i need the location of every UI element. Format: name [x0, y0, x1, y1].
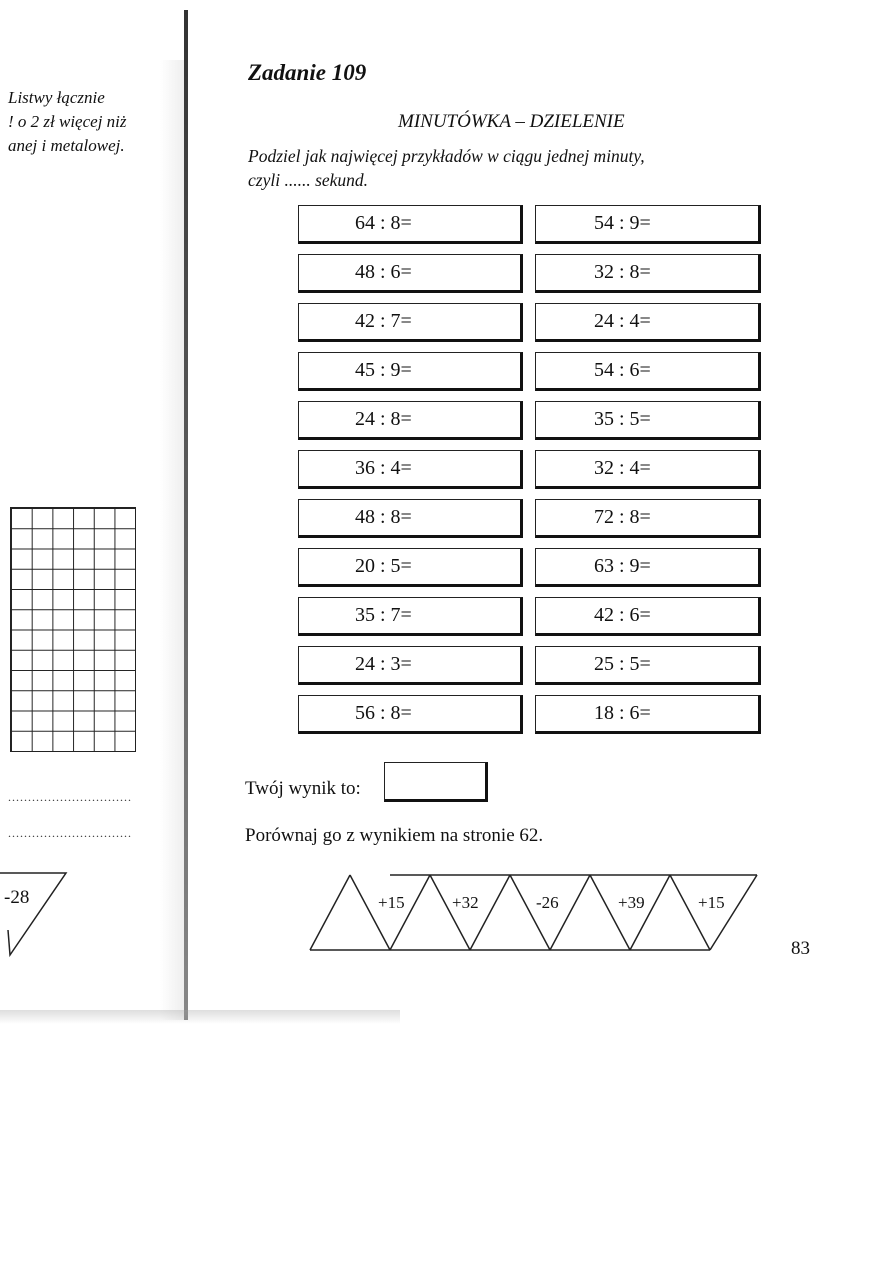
triangle-label-1: +15: [378, 893, 405, 912]
problem-box: [535, 695, 761, 734]
problem-text: 56 : 8=: [355, 702, 412, 724]
problem-text: 24 : 8=: [355, 408, 412, 430]
triangle-label-3: -26: [536, 893, 559, 912]
scan-shadow: [0, 1010, 400, 1024]
page-fold-line: [184, 10, 188, 1020]
problem-text: 54 : 6=: [594, 359, 651, 381]
problem-text: 42 : 7=: [355, 310, 412, 332]
problem-text: 35 : 5=: [594, 408, 651, 430]
problem-box: [298, 597, 523, 636]
problem-text: 32 : 4=: [594, 457, 651, 479]
problem-box: [298, 499, 523, 538]
triangle-label-5: +15: [698, 893, 725, 912]
problem-text: 36 : 4=: [355, 457, 412, 479]
problem-box: [535, 450, 761, 489]
problem-text: 24 : 4=: [594, 310, 651, 332]
problem-text: 25 : 5=: [594, 653, 651, 675]
problem-box: [535, 303, 761, 342]
problem-text: 24 : 3=: [355, 653, 412, 675]
margin-triangle-fragment: [0, 870, 80, 960]
problem-box: [535, 254, 761, 293]
triangle-label-2: +32: [452, 893, 479, 912]
margin-text-line-1: Listwy łącznie: [8, 88, 105, 107]
problem-text: 54 : 9=: [594, 212, 651, 234]
problem-box: [298, 254, 523, 293]
problem-box: [535, 205, 761, 244]
problem-text: 45 : 9=: [355, 359, 412, 381]
problem-box: [298, 450, 523, 489]
problem-box: [535, 548, 761, 587]
task-title: Zadanie 109: [248, 60, 367, 85]
result-label: Twój wynik to:: [245, 778, 361, 799]
problem-box: [535, 597, 761, 636]
problem-box: [535, 499, 761, 538]
page-number: 83: [791, 938, 810, 959]
problem-box: [535, 401, 761, 440]
triangle-label-4: +39: [618, 893, 645, 912]
problem-text: 64 : 8=: [355, 212, 412, 234]
worksheet-heading: MINUTÓWKA – DZIELENIE: [398, 111, 625, 132]
problem-box: [298, 205, 523, 244]
problem-text: 18 : 6=: [594, 702, 651, 724]
problem-box: [298, 548, 523, 587]
instruction-line-2: czyli ...... sekund.: [248, 170, 369, 190]
problem-box: [298, 401, 523, 440]
problem-box: [535, 646, 761, 685]
problem-text: 48 : 6=: [355, 261, 412, 283]
problem-text: 42 : 6=: [594, 604, 651, 626]
triangle-strip: [300, 870, 770, 960]
problem-box: [298, 646, 523, 685]
margin-dotted-line-2: ...............................: [8, 826, 132, 840]
margin-grid: [10, 507, 136, 752]
problem-text: 20 : 5=: [355, 555, 412, 577]
margin-dotted-line-1: ...............................: [8, 790, 132, 804]
problem-box: [298, 695, 523, 734]
margin-triangle-label: -28: [4, 887, 30, 908]
problem-text: 32 : 8=: [594, 261, 651, 283]
problem-text: 48 : 8=: [355, 506, 412, 528]
margin-text-line-3: anej i metalowej.: [8, 136, 125, 155]
problem-box: [535, 352, 761, 391]
instruction-line-1: Podziel jak najwięcej przykładów w ciągu jednej minuty,: [248, 146, 645, 166]
result-box[interactable]: [384, 762, 488, 802]
problem-box: [298, 303, 523, 342]
problem-text: 63 : 9=: [594, 555, 651, 577]
problem-text: 35 : 7=: [355, 604, 412, 626]
margin-text-line-2: ! o 2 zł więcej niż: [8, 112, 127, 131]
compare-text: Porównaj go z wynikiem na stronie 62.: [245, 825, 544, 846]
problem-text: 72 : 8=: [594, 506, 651, 528]
problem-box: [298, 352, 523, 391]
